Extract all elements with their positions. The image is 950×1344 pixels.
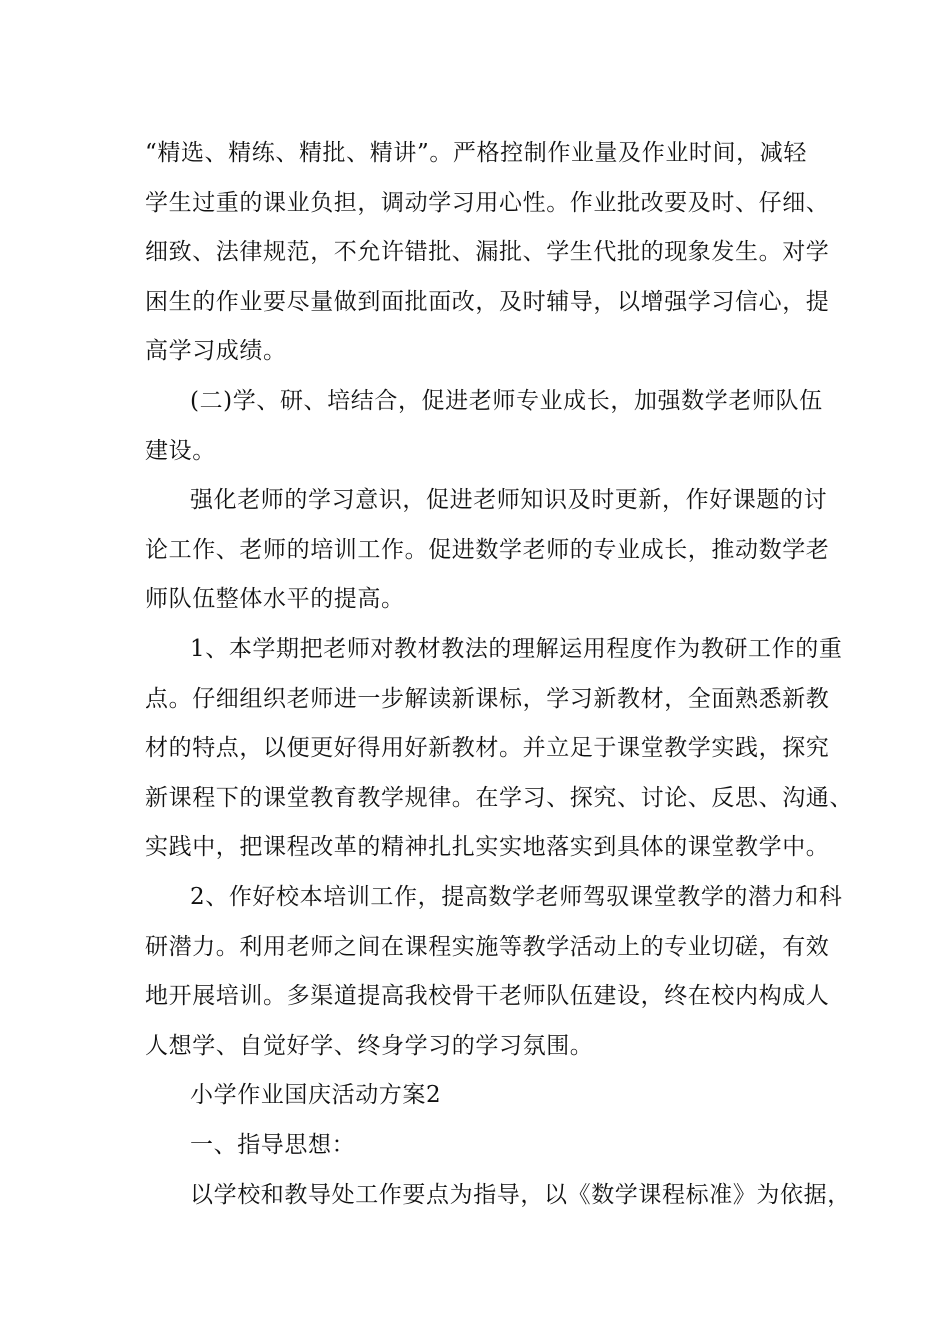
text-line: 困生的作业要尽量做到面批面改，及时辅导，以增强学习信心，提	[145, 289, 830, 315]
text-line: 建设。	[145, 438, 216, 464]
paragraph-start: 2、作好校本培训工作，提高数学老师驾驭课堂教学的潜力和科	[190, 884, 843, 910]
text-line: 论工作、老师的培训工作。促进数学老师的专业成长，推动数学老	[145, 537, 830, 563]
text-line: 新课程下的课堂教育教学规律。在学习、探究、讨论、反思、沟通、	[145, 785, 853, 811]
paragraph-start: 强化老师的学习意识，促进老师知识及时更新，作好课题的讨	[190, 487, 828, 513]
text-line: 学生过重的课业负担，调动学习用心性。作业批改要及时、仔细、	[145, 190, 830, 216]
section-heading: (二)学、研、培结合，促进老师专业成长，加强数学老师队伍	[190, 388, 823, 414]
document-title: 小学作业国庆活动方案2	[190, 1082, 442, 1108]
text-line: 材的特点，以便更好得用好新教材。并立足于课堂教学实践，探究	[145, 735, 830, 761]
text-line: 高学习成绩。	[145, 338, 287, 364]
text-line: “精选、精练、精批、精讲”。严格控制作业量及作业时间，减轻	[145, 140, 807, 166]
text-line: 地开展培训。多渠道提高我校骨干老师队伍建设，终在校内构成人	[145, 983, 830, 1009]
paragraph-start: 1、本学期把老师对教材教法的理解运用程度作为教研工作的重	[190, 636, 843, 662]
paragraph-start: 以学校和教导处工作要点为指导，以《数学课程标准》为依据，	[190, 1182, 851, 1208]
text-line: 研潜力。利用老师之间在课程实施等教学活动上的专业切磋，有效	[145, 934, 830, 960]
section-heading: 一、指导思想：	[190, 1132, 356, 1158]
text-line: 点。仔细组织老师进一步解读新课标，学习新教材，全面熟悉新教	[145, 686, 830, 712]
text-line: 细致、法律规范，不允许错批、漏批、学生代批的现象发生。对学	[145, 239, 830, 265]
text-line: 人想学、自觉好学、终身学习的学习氛围。	[145, 1033, 594, 1059]
text-line: 实践中，把课程改革的精神扎扎实实地落实到具体的课堂教学中。	[145, 834, 830, 860]
text-line: 师队伍整体水平的提高。	[145, 586, 405, 612]
